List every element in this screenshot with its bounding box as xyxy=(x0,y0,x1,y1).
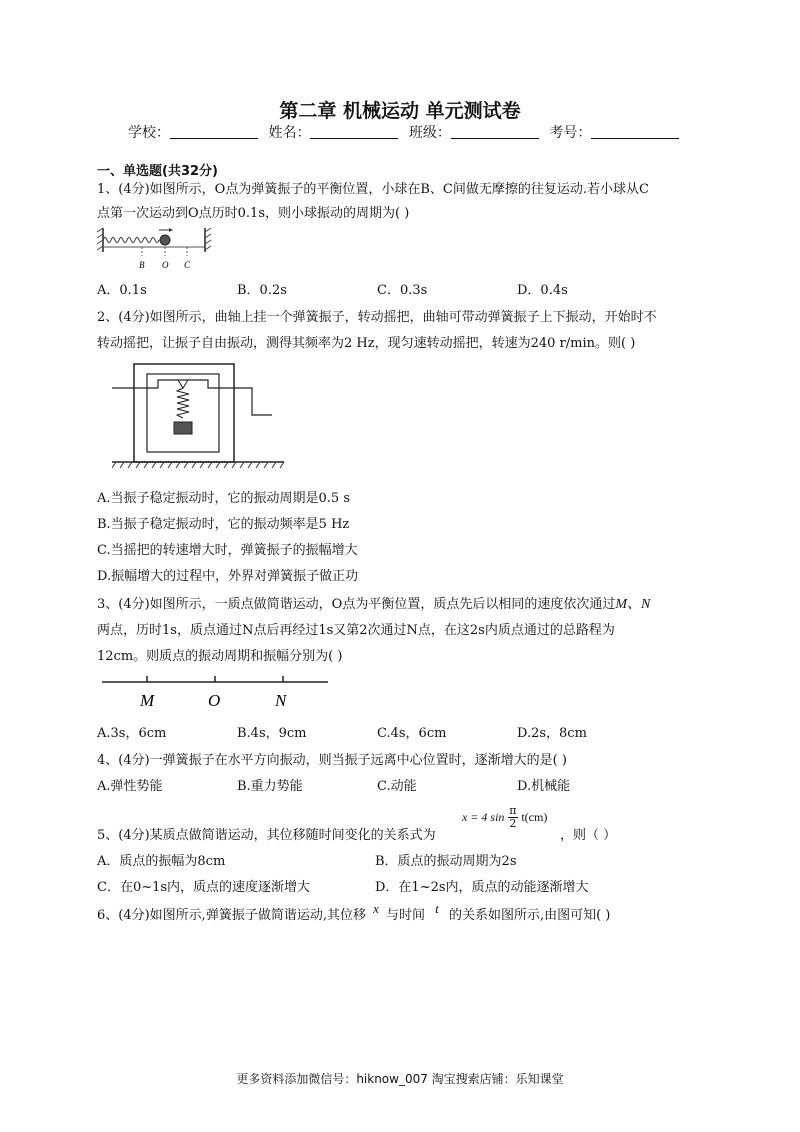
number-blank[interactable] xyxy=(591,124,679,139)
q5-formula-denominator: 2 xyxy=(509,817,517,830)
name-blank[interactable] xyxy=(310,124,398,139)
q3-option-c[interactable]: C.4s，6cm xyxy=(377,726,447,741)
q2-option-d[interactable]: D.振幅增大的过程中，外界对弹簧振子做正功 xyxy=(97,569,359,584)
q6-text-line1 xyxy=(97,901,611,923)
q5-formula-fraction xyxy=(508,805,517,830)
q4-text-line1: 4、(4分)一弹簧振子在水平方向振动，则当振子远离中心位置时，逐渐增大的是( ) xyxy=(97,753,567,768)
q5-text-line1: 5、(4分)某质点做简谐运动，其位移随时间变化的关系式为 xyxy=(97,828,436,843)
q1-option-c[interactable]: C．0.3s xyxy=(377,283,428,298)
q3-text-line2: 两点，历时1s，质点通过N点后再经过1s又第2次通过N点，在这2s内质点通过的总路程为 xyxy=(97,623,615,638)
page-title: 第二章 机械运动 单元测试卷 xyxy=(279,100,521,122)
q3-label-o: O xyxy=(208,691,221,710)
number-label: 考号： xyxy=(549,125,592,141)
q5-formula xyxy=(462,805,547,830)
q3-line-figure xyxy=(100,672,332,712)
school-label: 学校： xyxy=(128,125,170,141)
q2-option-c[interactable]: C.当摇把的转速增大时，弹簧振子的振幅增大 xyxy=(97,543,358,558)
q5-option-b[interactable]: B．质点的振动周期为2s xyxy=(375,854,517,869)
q1-text-line2: 点第一次运动到O点历时0.1s，则小球振动的周期为( ) xyxy=(97,206,410,221)
q3-text-line1-tail: M、N xyxy=(615,597,651,612)
q1-option-a[interactable]: A．0.1s xyxy=(97,283,147,298)
q4-option-c[interactable]: C.动能 xyxy=(377,779,417,794)
q3-label-n: N xyxy=(275,691,287,710)
q3-text-line3: 12cm。则质点的振动周期和振幅分别为( ) xyxy=(97,649,343,664)
q4-option-a[interactable]: A.弹性势能 xyxy=(97,779,163,794)
q6-var-t: t xyxy=(435,901,439,916)
q6-text-c: 的关系如图所示,由图可知( ) xyxy=(448,908,611,923)
q1-spring-figure xyxy=(97,226,212,272)
school-blank[interactable] xyxy=(170,124,258,139)
q6-text-a: 6、(4分)如图所示,弹簧振子做简谐运动,其位移 xyxy=(97,908,366,923)
q3-text-line1 xyxy=(97,593,650,613)
q5-option-a[interactable]: A．质点的振幅为8cm xyxy=(97,854,226,869)
q1-text-line1: 1、(4分)如图所示，O点为弹簧振子的平衡位置，小球在B、C间做无摩擦的往复运动.若小球从C xyxy=(97,182,649,197)
q6-var-x: x xyxy=(373,901,379,916)
q3-label-m: M xyxy=(140,691,155,710)
q5-formula-numerator: π xyxy=(509,804,517,817)
q1-label-c: C xyxy=(184,260,191,270)
q3-text-line1-main: 3、(4分)如图所示，一质点做简谐运动，O点为平衡位置，质点先后以相同的速度依次通过 xyxy=(97,597,616,612)
class-blank[interactable] xyxy=(451,124,539,139)
q2-option-a[interactable]: A.当振子稳定振动时，它的振动周期是0.5 s xyxy=(97,491,350,506)
q2-text-line2: 转动摇把，让振子自由振动，测得其频率为2 Hz，现匀速转动摇把，转速为240 r/min。则( ) xyxy=(97,336,636,351)
q5-option-c[interactable]: C．在0~1s内，质点的速度逐渐增大 xyxy=(97,880,311,895)
q2-text-line1: 2、(4分)如图所示，曲轴上挂一个弹簧振子，转动摇把，曲轴可带动弹簧振子上下振动，开始时不 xyxy=(97,310,657,325)
q4-option-d[interactable]: D.机械能 xyxy=(517,779,571,794)
class-label: 班级： xyxy=(408,125,451,141)
q1-option-d[interactable]: D．0.4s xyxy=(517,283,568,298)
name-label: 姓名： xyxy=(268,125,311,141)
footer-note: 更多资料添加微信号：hiknow_007 淘宝搜索店铺：乐知课堂 xyxy=(236,1072,564,1086)
q5-text-line1-tail: ，则（ ） xyxy=(560,828,617,843)
q5-option-d[interactable]: D．在1~2s内，质点的动能逐渐增大 xyxy=(375,880,589,895)
q2-option-b[interactable]: B.当振子稳定振动时，它的振动频率是5 Hz xyxy=(97,517,350,532)
q3-option-d[interactable]: D.2s，8cm xyxy=(517,726,587,741)
q3-option-a[interactable]: A.3s，6cm xyxy=(97,726,167,741)
q1-label-o: O xyxy=(162,260,169,270)
q1-option-b[interactable]: B．0.2s xyxy=(237,283,287,298)
q5-formula-right: t(cm) xyxy=(521,810,548,824)
q4-option-b[interactable]: B.重力势能 xyxy=(237,779,303,794)
q5-formula-left: x = 4 sin xyxy=(462,810,505,824)
q2-crank-figure xyxy=(112,360,287,470)
section-heading: 一、单选题(共32分) xyxy=(97,164,218,179)
q1-label-b: B xyxy=(139,260,145,270)
q3-option-b[interactable]: B.4s，9cm xyxy=(237,726,307,741)
student-info-line xyxy=(128,122,685,142)
q6-text-b: 与时间 xyxy=(386,908,426,923)
